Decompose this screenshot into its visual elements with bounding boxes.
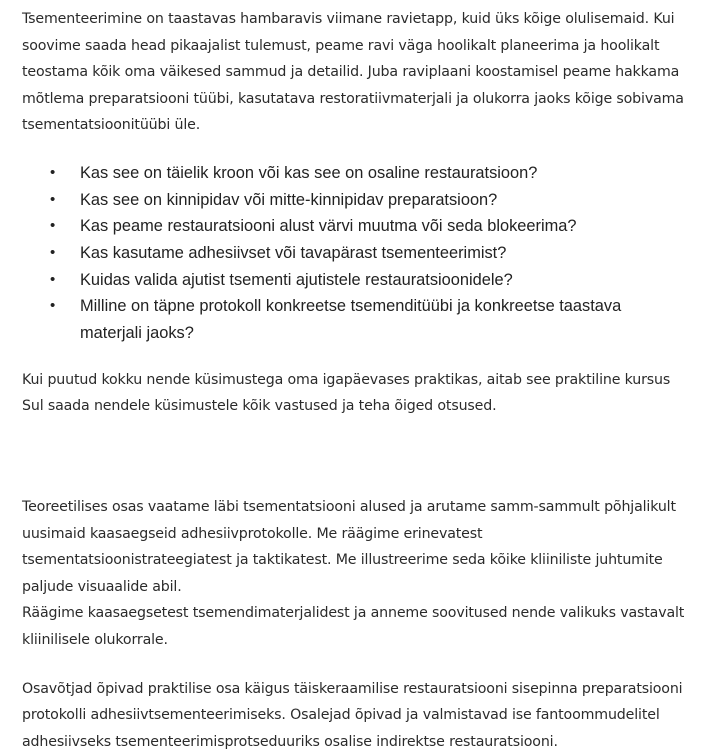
course-value-paragraph: Kui puutud kokku nende küsimustega oma igapäevases praktikas, aitab see praktiline kursus Sul saada nendele küsimustele kõik vastused ja teha õiged otsused. [22,371,671,415]
question-text: Kas see on täielik kroon või kas see on osaline restauratsioon? [80,163,538,182]
question-text: Kas kasutame adhesiivset või tavapärast tsementeerimist? [80,244,507,263]
bullet-icon: • [50,163,56,181]
bullet-icon: • [50,190,56,208]
question-text: Milline on täpne protokoll konkreetse tsemenditüübi ja konkreetse taastava materjali jaoks? [80,297,622,343]
list-item [22,187,670,214]
bullet-icon: • [50,217,56,235]
list-item [22,267,670,294]
list-item [22,240,670,267]
article-body [22,6,692,755]
list-item [22,293,670,346]
questions-list [22,160,692,347]
list-item [22,213,670,240]
bullet-icon: • [50,244,56,262]
practical-paragraph: Osavõtjad õpivad praktilise osa käigus täiskeraamilise restauratsiooni sisepinna preparatsiooni protokolli adhesiivtsementeerimiseks. Osalejad õpivad ja valmistavad ise fantoommudelitel adhesiivseks tsementeerimisprotseduuriks osalise indirektse restauratsiooni. [22,680,683,750]
bullet-icon: • [50,270,56,288]
theory-paragraph [22,494,692,654]
list-item [22,160,670,187]
question-text: Kas peame restauratsiooni alust värvi muutma või seda blokeerima? [80,217,577,236]
materials-text: Räägime kaasaegsetest tsemendimaterjalidest ja anneme soovitused nende valikuks vastavalt kliinilisele olukorrale. [22,605,685,649]
question-text: Kas see on kinnipidav või mitte-kinnipidav preparatsioon? [80,190,498,209]
question-text: Kuidas valida ajutist tsementi ajutistele restauratsioonidele? [80,270,513,289]
intro-paragraph: Tsementeerimine on taastavas hambaravis viimane ravietapp, kuid üks kõige olulisemaid. Kui soovime saada head pikaajalist tulemust, peame ravi väga hoolikalt planeerima ja hoolikalt teostama kõik oma väikesed sammud ja detailid. Juba raviplaani koostamisel peame hakkama mõtlema preparatsiooni tüübi, kasutatava restoratiivmaterjali ja olukorra jaoks kõige sobivama tsementatsioonitüübi üle. [22,11,684,134]
theory-text: Teoreetilises osas vaatame läbi tsementatsiooni alused ja arutame samm-sammult põhjalikult uusimaid kaasaegseid adhesiivprotokolle. Me räägime erinevatest tsementatsioonistrateegiatest ja taktikatest. Me illustreerime seda kõike kliiniliste juhtumite paljude visuaalide abil. [22,499,676,595]
bullet-icon: • [50,297,56,315]
